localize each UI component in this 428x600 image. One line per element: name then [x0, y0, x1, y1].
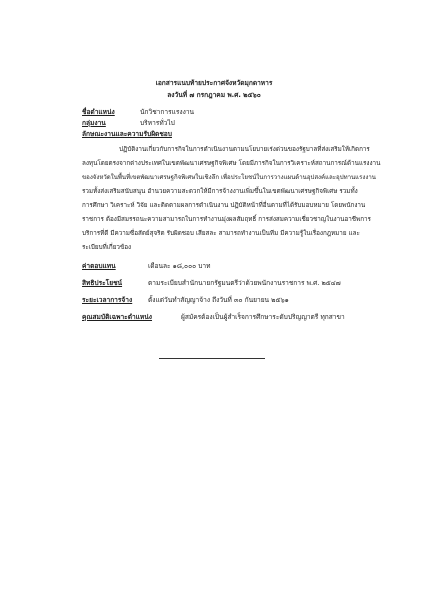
salary-label: ค่าตอบแทน: [82, 262, 116, 270]
body-line: รวมทั้งส่งเสริมสนับสนุน อำนวยความสะดวกให้มีการจ้างงานเพิ่มขึ้นในเขตพัฒนาเศรษฐกิจพิเศษ รวมทั้ง: [82, 188, 358, 195]
document-date: ลงวันที่ ๗ กรกฎาคม พ.ศ. ๒๕๖๐: [167, 91, 261, 99]
benefits-value: ตามระเบียบสำนักนายกรัฐมนตรีว่าด้วยพนักงานราชการ พ.ศ. ๒๕๔๗: [148, 279, 341, 287]
position-value: นักวิชาการแรงงาน: [140, 108, 195, 116]
qualification-label: คุณสมบัติเฉพาะตำแหน่ง: [82, 313, 153, 321]
closing-rule: [159, 358, 265, 359]
body-line: บริการที่ดี มีความซื่อสัตย์สุจริต รับผิดชอบ เสียสละ สามารถทำงานเป็นทีม มีความรู้ในเรื่องกฎหมาย และ: [82, 230, 360, 237]
group-value: บริหารทั่วไป: [140, 119, 175, 127]
body-line: ระเบียบที่เกี่ยวข้อง: [82, 244, 132, 251]
body-line: ราชการ ต้องมีสมรรถนะความสามารถในการทำงานมุ่งผลสัมฤทธิ์ การส่งสมความเชี่ยวชาญในงานอาชีพการ: [82, 216, 371, 223]
group-label: กลุ่มงาน: [82, 119, 106, 127]
duties-label: ลักษณะงานและความรับผิดชอบ: [82, 130, 172, 138]
period-value: ตั้งแต่วันทำสัญญาจ้าง ถึงวันที่ ๓๐ กันยายน ๒๕๖๑: [148, 296, 289, 304]
body-line: ลงทุนโดยตรงจากต่างประเทศในเขตพัฒนาเศรษฐกิจพิเศษ โดยมีภารกิจในการวิเคราะห์สถานการณ์ด้านแรงงาน: [82, 160, 381, 167]
body-line: ปฏิบัติงานเกี่ยวกับการกิจในการดำเนินงานตามนโยบายเร่งด่วนของรัฐบาลที่ส่งเสริมให้เกิดการ: [119, 146, 370, 153]
period-label: ระยะเวลาการจ้าง: [82, 296, 133, 304]
salary-value: เดือนละ ๑๘,๐๐๐ บาท: [148, 262, 211, 270]
qualification-value: ผู้สมัครต้องเป็นผู้สำเร็จการศึกษาระดับปริญญาตรี ทุกสาขา: [181, 313, 345, 321]
body-line: การศึกษา วิเคราะห์ วิจัย และติดตามผลการดำเนินงาน ปฏิบัติหน้าที่อื่นตามที่ได้รับมอบหมาย โดยพนักงาน: [82, 202, 366, 209]
document-title: เอกสารแนบท้ายประกาศจังหวัดมุกดาหาร: [155, 79, 273, 87]
body-line: ของจังหวัดในพื้นที่เขตพัฒนาเศรษฐกิจพิเศษในเชิงลึก เพื่อประโยชน์ในการวางแผนด้านอุปสงค์และอุปทานแรงงาน: [82, 174, 376, 181]
benefits-label: สิทธิประโยชน์: [82, 279, 123, 287]
position-label: ชื่อตำแหน่ง: [82, 108, 115, 116]
